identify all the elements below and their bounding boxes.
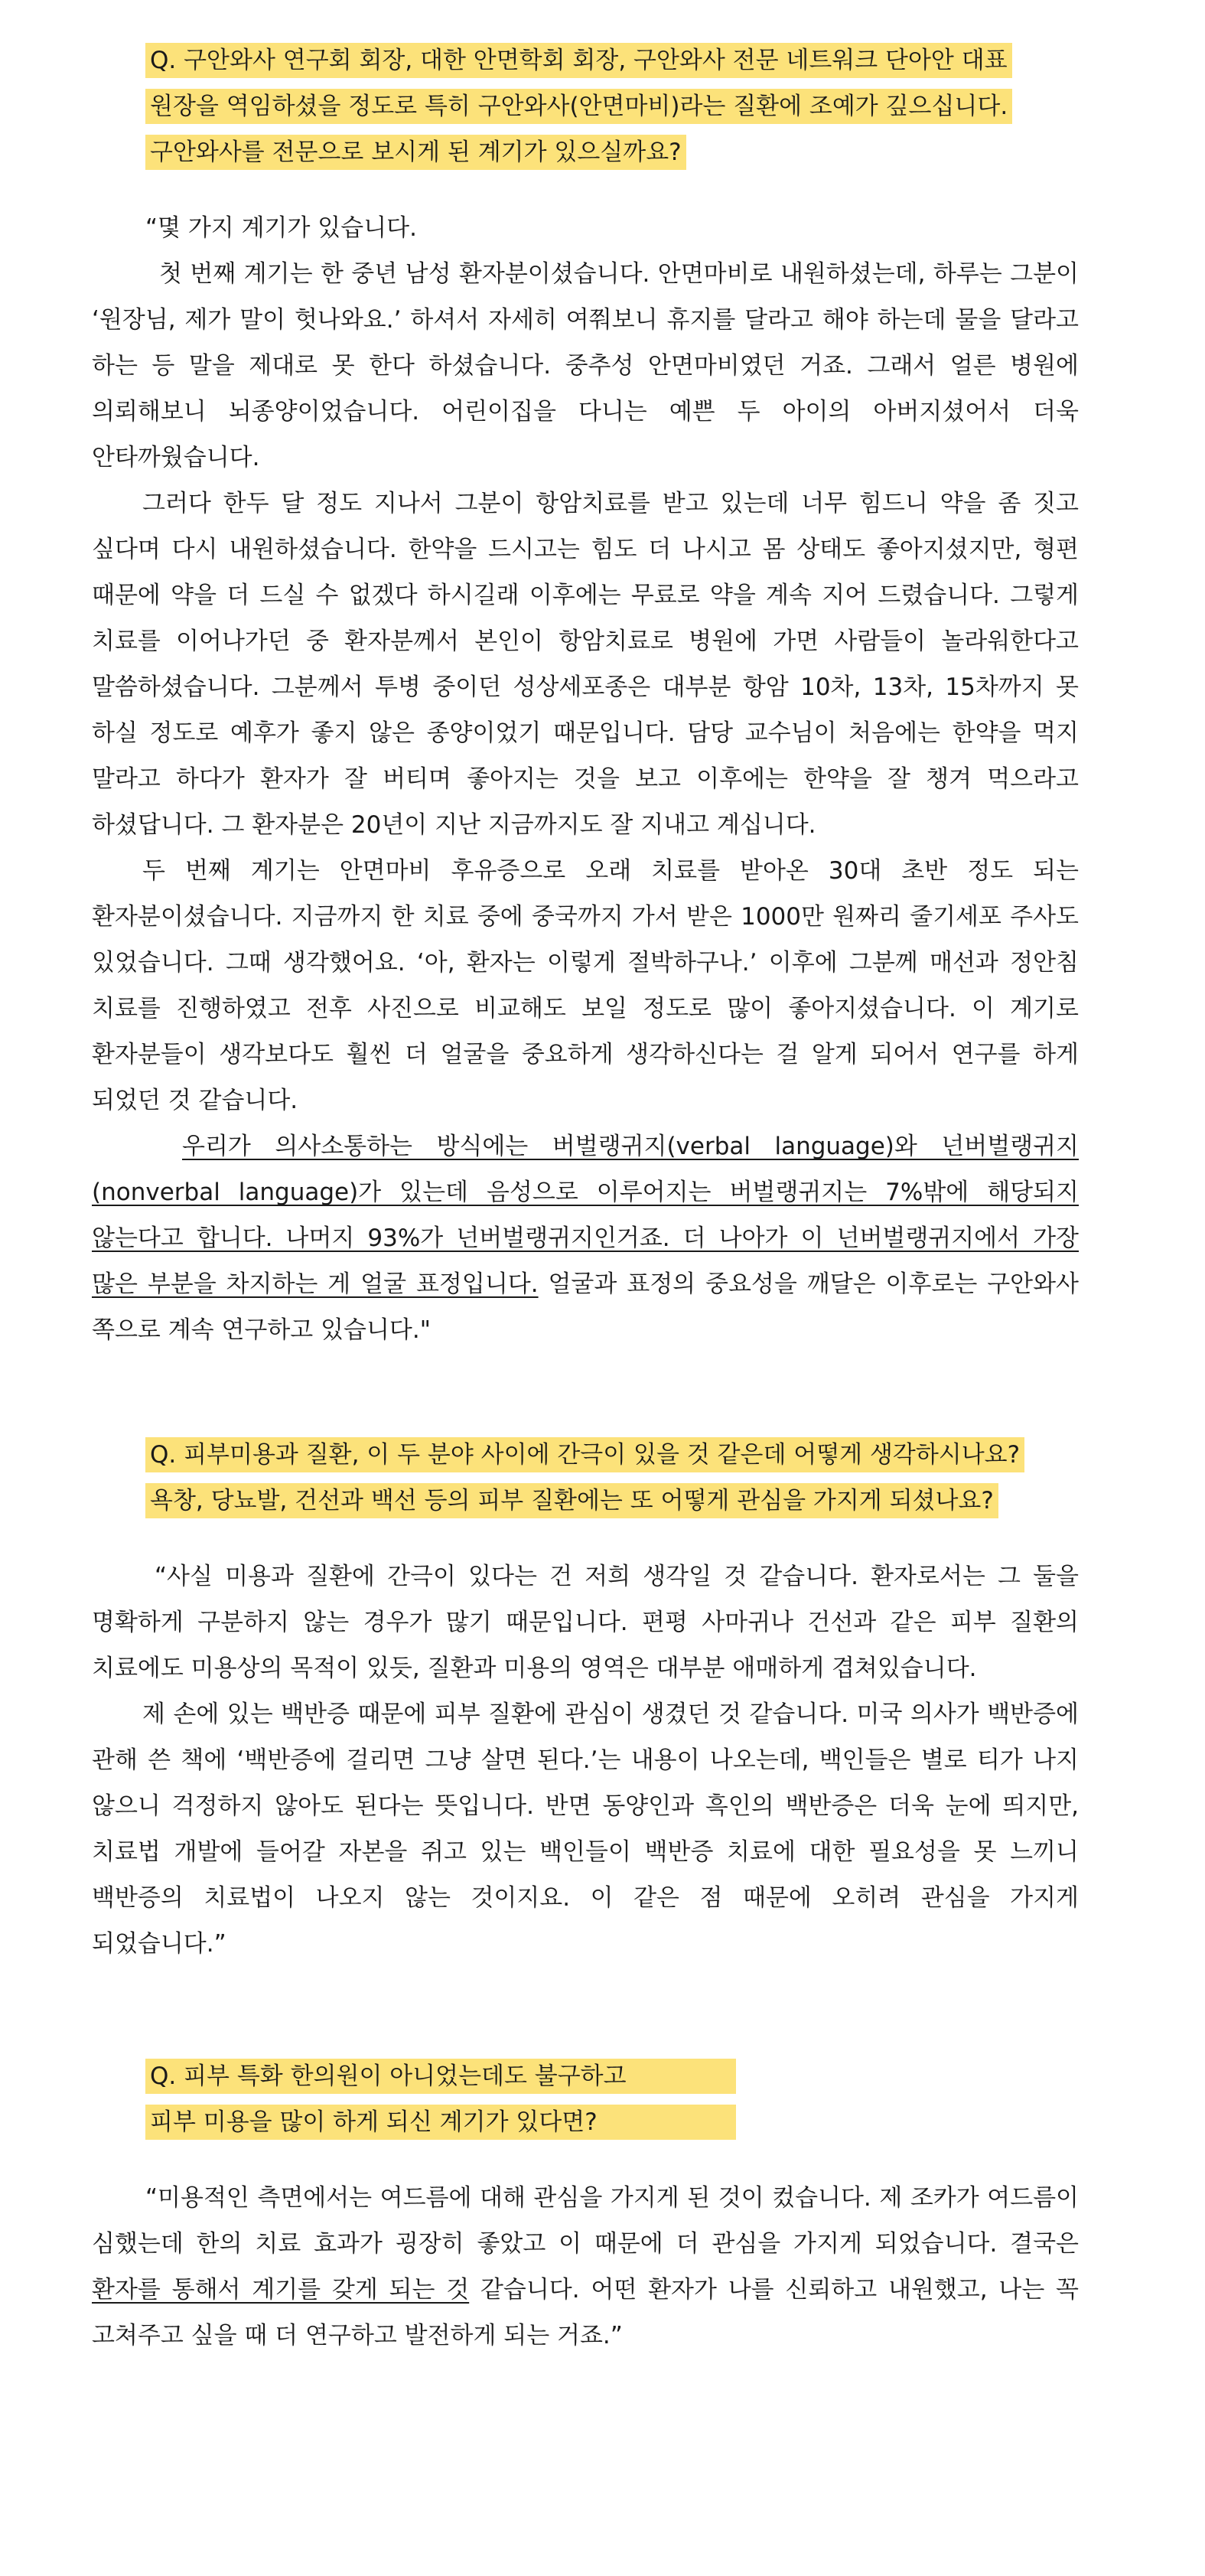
question-3-line-2: 피부 미용을 많이 하게 되신 계기가 있다면? — [145, 2105, 736, 2140]
answer-1 — [92, 205, 1079, 1353]
question-1-line-2: 원장을 역임하셨을 정도로 특히 구안와사(안면마비)라는 질환에 조예가 깊으십니다. — [145, 89, 1012, 124]
section-spacer — [92, 1353, 1079, 1437]
underlined-communication-text: 우리가 의사소통하는 방식에는 버벌랭귀지(verbal language)와 넌버벌랭귀지(nonverbal language)가 있는데 음성으로 이루어지는 버벌랭귀지는 7%밖에 해당되지 않는다고 합니다. 나머지 93%가 넌버벌랭귀지인거죠. 더 나아가 이 넌버벌랭귀지에서 가장 많은 부분을 차지하는 게 얼굴 표정입니다. — [92, 1133, 1079, 1298]
answer-3-text-a: “미용적인 측면에서는 여드름에 대해 관심을 가지게 된 것이 컸습니다. 제 조카가 여드름이 심했는데 한의 치료 효과가 굉장히 좋았고 이 때문에 더 관심을 가지게 되었습니다. 결국은 — [92, 2184, 1079, 2258]
question-2-line-1: Q. 피부미용과 질환, 이 두 분야 사이에 간극이 있을 것 같은데 어떻게 생각하시나요? — [145, 1437, 1024, 1472]
answer-2-paragraph-1: “사실 미용과 질환에 간극이 있다는 건 저희 생각일 것 같습니다. 환자로서는 그 둘을 명확하게 구분하지 않는 경우가 많기 때문입니다. 편평 사마귀나 건선과 같은 피부 질환의 치료에도 미용상의 목적이 있듯, 질환과 미용의 영역은 대부분 애매하게 겹쳐있습니다. — [92, 1563, 1079, 1682]
question-1-line-3: 구안와사를 전문으로 보시게 된 계기가 있으실까요? — [145, 135, 686, 170]
question-1-line-1: Q. 구안와사 연구회 회장, 대한 안면학회 회장, 구안와사 전문 네트워크 단아안 대표 — [145, 43, 1012, 78]
question-3-line-1: Q. 피부 특화 한의원이 아니었는데도 불구하고 — [145, 2059, 736, 2094]
answer-3 — [92, 2175, 1079, 2359]
answer-1-paragraph-2: 첫 번째 계기는 한 중년 남성 환자분이셨습니다. 안면마비로 내원하셨는데, 하루는 그분이 ‘원장님, 제가 말이 헛나와요.’ 하셔서 자세히 여쭤보니 휴지를 달라고 해야 하는데 물을 달라고 하는 등 말을 제대로 못 한다 하셨습니다. 중추성 안면마비였던 거죠. 그래서 얼른 병원에 의뢰해보니 뇌종양이었습니다. 어린이집을 다니는 예쁜 두 아이의 아버지셨어서 더욱 안타까웠습니다. — [92, 260, 1079, 471]
interview-article — [92, 43, 1079, 2359]
question-2-line-2: 욕창, 당뇨발, 건선과 백선 등의 피부 질환에는 또 어떻게 관심을 가지게 되셨나요? — [145, 1483, 998, 1518]
answer-3-paragraph-1 — [92, 2175, 1079, 2359]
underlined-patient-text: 환자를 통해서 계기를 갖게 되는 것 — [92, 2276, 470, 2304]
answer-1-paragraph-5-rest: 얼굴과 표정의 중요성을 깨달은 이후로는 구안와사 쪽으로 계속 연구하고 있습니다." — [92, 1270, 1079, 1344]
answer-2 — [92, 1554, 1079, 1967]
answer-2-paragraph-2: 제 손에 있는 백반증 때문에 피부 질환에 관심이 생겼던 것 같습니다. 미국 의사가 백반증에 관해 쓴 책에 ‘백반증에 걸리면 그냥 살면 된다.’는 내용이 나오는데, 백인들은 별로 티가 나지 않으니 걱정하지 않아도 된다는 뜻입니다. 반면 동양인과 흑인의 백반증은 더욱 눈에 띄지만, 치료법 개발에 들어갈 자본을 쥐고 있는 백인들이 백반증 치료에 대한 필요성을 못 느끼니 백반증의 치료법이 나오지 않는 것이지요. 이 같은 점 때문에 오히려 관심을 가지게 되었습니다.” — [92, 1700, 1079, 1958]
answer-1-paragraph-1: “몇 가지 계기가 있습니다. — [145, 214, 417, 242]
answer-3-text-b: 같습니다. 어떤 환자가 나를 신뢰하고 내원했고, 나는 꼭 고쳐주고 싶을 때 더 연구하고 발전하게 되는 거죠.” — [92, 2276, 1079, 2349]
question-1 — [145, 43, 1066, 170]
question-2 — [145, 1437, 1066, 1518]
answer-1-paragraph-3: 그러다 한두 달 정도 지나서 그분이 항암치료를 받고 있는데 너무 힘드니 약을 좀 짓고 싶다며 다시 내원하셨습니다. 한약을 드시고는 힘도 더 나시고 몸 상태도 좋아지셨지만, 형편 때문에 약을 더 드실 수 없겠다 하시길래 이후에는 무료로 약을 계속 지어 드렸습니다. 그렇게 치료를 이어나가던 중 환자분께서 본인이 항암치료로 병원에 가면 사람들이 놀라워한다고 말씀하셨습니다. 그분께서 투병 중이던 성상세포종은 대부분 항암 10차, 13차, 15차까지 못 하실 정도로 예후가 좋지 않은 종양이었기 때문입니다. 담당 교수님이 처음에는 한약을 먹지 말라고 하다가 환자가 잘 버티며 좋아지는 것을 보고 이후에는 한약을 잘 챙겨 먹으라고 하셨답니다. 그 환자분은 20년이 지난 지금까지도 잘 지내고 계십니다. — [92, 490, 1079, 839]
section-spacer — [92, 1967, 1079, 2059]
answer-1-paragraph-5 — [92, 1123, 1079, 1353]
question-3 — [145, 2059, 1066, 2140]
answer-1-paragraph-4: 두 번째 계기는 안면마비 후유증으로 오래 치료를 받아온 30대 초반 정도 되는 환자분이셨습니다. 지금까지 한 치료 중에 중국까지 가서 받은 1000만 원짜리 줄기세포 주사도 있었습니다. 그때 생각했어요. ‘아, 환자는 이렇게 절박하구나.’ 이후에 그분께 매선과 정안침 치료를 진행하였고 전후 사진으로 비교해도 보일 정도로 많이 좋아지셨습니다. 이 계기로 환자분들이 생각보다도 훨씬 더 얼굴을 중요하게 생각하신다는 걸 알게 되어서 연구를 하게 되었던 것 같습니다. — [92, 857, 1079, 1114]
